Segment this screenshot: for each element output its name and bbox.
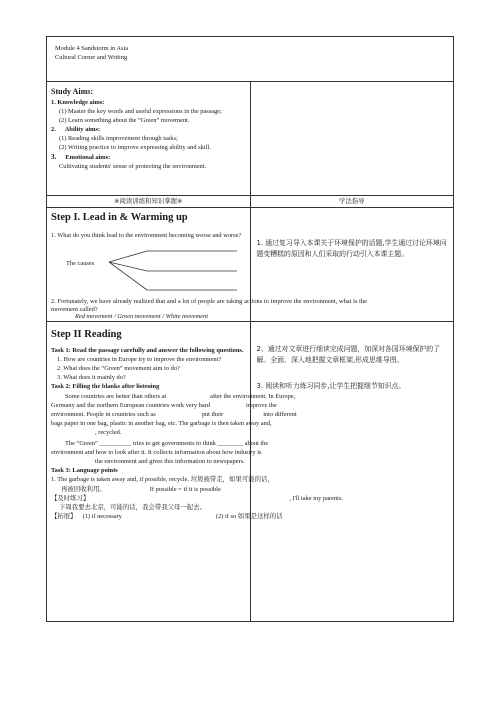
passage-line-8: the environment and gives this information to newspapers.: [95, 458, 245, 466]
language-point-1-rule: If possible = if it is possible: [149, 485, 221, 493]
passage-line-7: environment and how to look after it. It collects information about how industry is: [51, 449, 262, 457]
causes-diagram: [107, 246, 247, 292]
step2-method-note-a: 2、通过对文章进行细读完成问题，加深对各国环境保护的了解。全面、深入地把握文章框架,形成思维导图。: [256, 345, 441, 365]
ability-aims-label: Ability aims:: [64, 126, 101, 134]
lesson-sheet: [46, 36, 454, 622]
ability-aim-1: (1) Reading skills improvement through tasks;: [59, 135, 178, 143]
extension-item-1: (1) if necessary: [82, 512, 122, 520]
lesson-table: [46, 36, 454, 622]
passage-line-3c: into different: [263, 410, 297, 418]
step1-question-2: 2. Fortunately, we have already realized that and a lot of people are taking actions to improve the environment, what is the movement called?: [51, 298, 367, 314]
causes-label: The causes: [66, 260, 95, 267]
passage-line-2: Germany and the northern European countries work very hard: [51, 401, 210, 409]
module-subtitle: Cultural Corner and Writing: [55, 54, 128, 62]
aims-side-cell: [250, 82, 454, 196]
practice-sentence-tail: , I'll take my parents.: [289, 494, 344, 502]
step1-heading: Step I. Lead in & Warming up: [51, 212, 188, 223]
aims-heading: Study Aims:: [51, 87, 94, 96]
emotional-aim-1: Cultivating students' sense of protecting the environment.: [59, 162, 207, 170]
task2-label: Task 2: Filling the blanks after listening: [51, 383, 160, 391]
extension-label: 【拓展】: [51, 512, 77, 520]
ability-aims-number: 2.: [51, 126, 56, 134]
step1-method-note: 1. 通过复习导入本课关于环境保护的话题,学生通过讨论环境问题变糟糕的原因和人们采取的行动引入本课主题。: [256, 239, 447, 259]
header-cell: [47, 37, 454, 82]
emotional-aims-number: 3.: [51, 152, 57, 161]
module-title: Module 4 Sandstorm in Asia: [55, 45, 129, 52]
passage-line-3a: environment. People in countries such as: [51, 410, 156, 418]
step2-heading: Step II Reading: [51, 329, 122, 341]
passage-line-4: bags paper in one bag, plastic in another bag, etc. The garbage is then taken away and,: [51, 419, 272, 427]
passage-line-3b: put their: [201, 410, 224, 418]
method-guide-header-cell: [250, 196, 454, 208]
practice-label: 【及时练习】: [51, 494, 90, 502]
step2-method-note-b: 3. 阅读和听力练习同步,让学生把握细节知识点。: [256, 381, 406, 390]
language-point-1: 1. The garbage is taken away and, if possible, recycle. 垃圾被带走，如果可能的话，: [51, 476, 274, 484]
practice-chinese: 下周我要去北京，可能的话，我会带我父母一起去。: [59, 503, 206, 511]
passage-line-2b: improve the: [246, 401, 277, 409]
passage-line-1b: after the environment. In Europe,: [210, 392, 296, 400]
step2-note-cell: [250, 322, 454, 622]
ability-aim-2: (2) Writing practice to improve expressing ability and skill.: [59, 144, 211, 152]
step1-answer-options: Red movement / Green movement / White movement: [75, 313, 209, 320]
extension-item-2: (2) if so 如果是这样的话: [215, 512, 283, 520]
passage-line-6: The “Green” __________ tries to get governments to think ________ about the: [65, 440, 269, 448]
section-divider-cell: [47, 196, 251, 208]
passage-line-1a: Some countries are better than others at: [65, 392, 167, 400]
knowledge-aim-2: (2) Learn something about the “Green” movement.: [59, 117, 190, 125]
aims-cell: [47, 82, 251, 196]
language-point-1-cn: 再被回收利用。: [61, 485, 106, 493]
task1-label: Task 1: Read the passage carefully and answer the following questions.: [51, 347, 244, 355]
knowledge-aims-label: 1. Knowledge aims:: [51, 99, 105, 106]
section-divider-label: ※阅读训练和知识掌握※: [114, 197, 183, 205]
task1-question-2: 2. What does the “Green” movement aim to do?: [57, 365, 180, 373]
knowledge-aim-1: (1) Master the key words and useful expressions in the passage;: [59, 108, 222, 116]
task3-label: Task 3: Language points: [51, 467, 118, 475]
passage-line-5: , recycled.: [95, 428, 122, 436]
task1-question-3: 3. What does it mainly do?: [57, 374, 126, 382]
task1-question-1: 1. How are countries in Europe try to improve the environment?: [57, 356, 222, 364]
method-guide-header: 学法指导: [338, 197, 365, 205]
emotional-aims-label: Emotional aims:: [65, 153, 111, 161]
step1-question-1: 1. What do you think lead to the environment becoming worse and worse?: [51, 232, 242, 239]
